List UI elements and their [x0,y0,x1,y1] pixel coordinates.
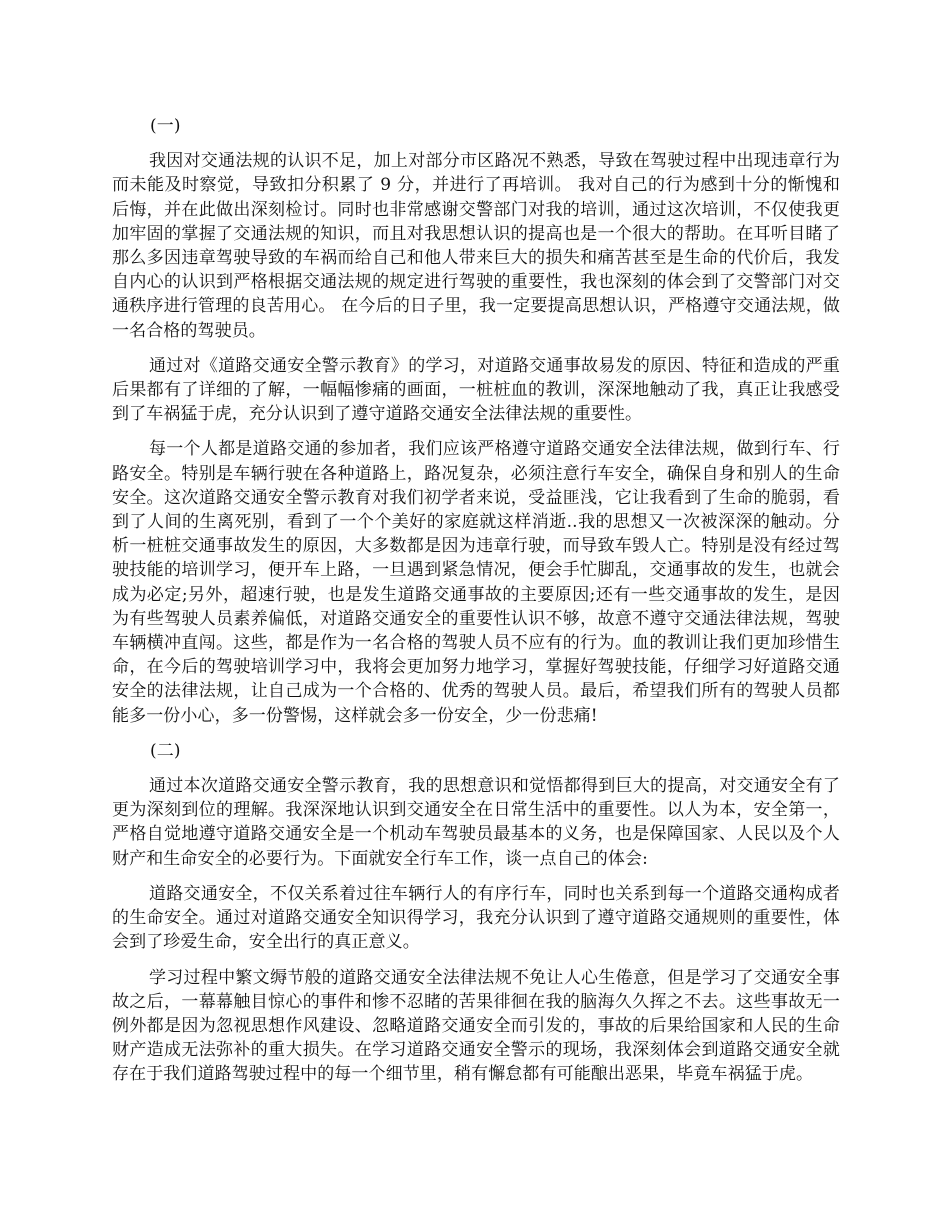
paragraph-2: 通过对《道路交通安全警示教育》的学习，对道路交通事故易发的原因、特征和造成的严重后果都有了详细的了解，一幅幅惨痛的画面，一桩桩血的教训，深深地触动了我，真正让我感受到了车祸猛于虎，充分认识到了遵守道路交通安全法律法规的重要性。 [112,355,840,425]
paragraph-5: 道路交通安全，不仅关系着过往车辆行人的有序行车，同时也关系到每一个道路交通构成者的生命安全。通过对道路交通安全知识得学习，我充分认识到了遵守道路交通规则的重要性，体会到了珍爱生命，安全出行的真正意义。 [112,883,840,953]
paragraph-4: 通过本次道路交通安全警示教育，我的思想意识和觉悟都得到巨大的提高，对交通安全有了更为深刻到位的理解。我深深地认识到交通安全在日常生活中的重要性。以人为本，安全第一，严格自觉地遵守道路交通安全是一个机动车驾驶员最基本的义务，也是保障国家、人民以及个人财产和生命安全的必要行为。下面就安全行车工作，谈一点自己的体会: [112,776,840,869]
section-1-heading: (一) [150,116,181,136]
paragraph-3: 每一个人都是道路交通的参加者，我们应该严格遵守道路交通安全法律法规，做到行车、行路安全。特别是车辆行驶在各种道路上，路况复杂，必须注意行车安全，确保自身和别人的生命安全。这次道路交通安全警示教育对我们初学者来说，受益匪浅，它让我看到了生命的脆弱，看到了人间的生离死别，看到了一个个美好的家庭就这样消逝..我的思想又一次被深深的触动。分析一桩桩交通事故发生的原因，大多数都是因为违章行驶，而导致车毁人亡。特别是没有经过驾驶技能的培训学习，便开车上路，一旦遇到紧急情况，便会手忙脚乱，交通事故的发生，也就会成为必定;另外，超速行驶，也是发生道路交通事故的主要原因;还有一些交通事故的发生，是因为有些驾驶人员素养偏低，对道路交通安全的重要性认识不够，故意不遵守交通法律法规，驾驶车辆横冲直闯。这些，都是作为一名合格的驾驶人员不应有的行为。血的教训让我们更加珍惜生命，在今后的驾驶培训学习中，我将会更加努力地学习，掌握好驾驶技能，仔细学习好道路交通安全的法律法规，让自己成为一个合格的、优秀的驾驶人员。最后，希望我们所有的驾驶人员都能多一份小心，多一份警惕，这样就会多一份安全，少一份悲痛! [112,439,840,726]
document-page [112,114,840,1098]
paragraph-1: 我因对交通法规的认识不足，加上对部分市区路况不熟悉，导致在驾驶过程中出现违章行为而未能及时察觉，导致扣分积累了 9 分，并进行了再培训。 我对自己的行为感到十分的惭愧和后悔，并在此做出深刻检讨。同时也非常感谢交警部门对我的培训，通过这次培训，不仅使我更加牢固的掌握了交通法规的知识，而且对我思想认识的提高也是一个很大的帮助。在耳听目睹了那么多因违章驾驶导致的车祸而给自己和他人带来巨大的损失和痛苦甚至是生命的代价后，我发自内心的认识到严格根据交通法规的规定进行驾驶的重要性，我也深刻的体会到了交警部门对交通秩序进行管理的良苦用心。 在今后的日子里，我一定要提高思想认识，严格遵守交通法规，做一名合格的驾驶员。 [112,151,840,341]
section-2-heading: (二) [150,740,181,761]
paragraph-6: 学习过程中繁文缛节般的道路交通安全法律法规不免让人心生倦意，但是学习了交通安全事故之后，一幕幕触目惊心的事件和惨不忍睹的苦果徘徊在我的脑海久久挥之不去。这些事故无一例外都是因为忽视思想作风建设、忽略道路交通安全而引发的，事故的后果给国家和人民的生命财产造成无法弥补的重大损失。在学习道路交通安全警示的现场，我深刻体会到道路交通安全就存在于我们道路驾驶过程中的每一个细节里，稍有懈怠都有可能酿出恶果，毕竟车祸猛于虎。 [112,967,840,1085]
